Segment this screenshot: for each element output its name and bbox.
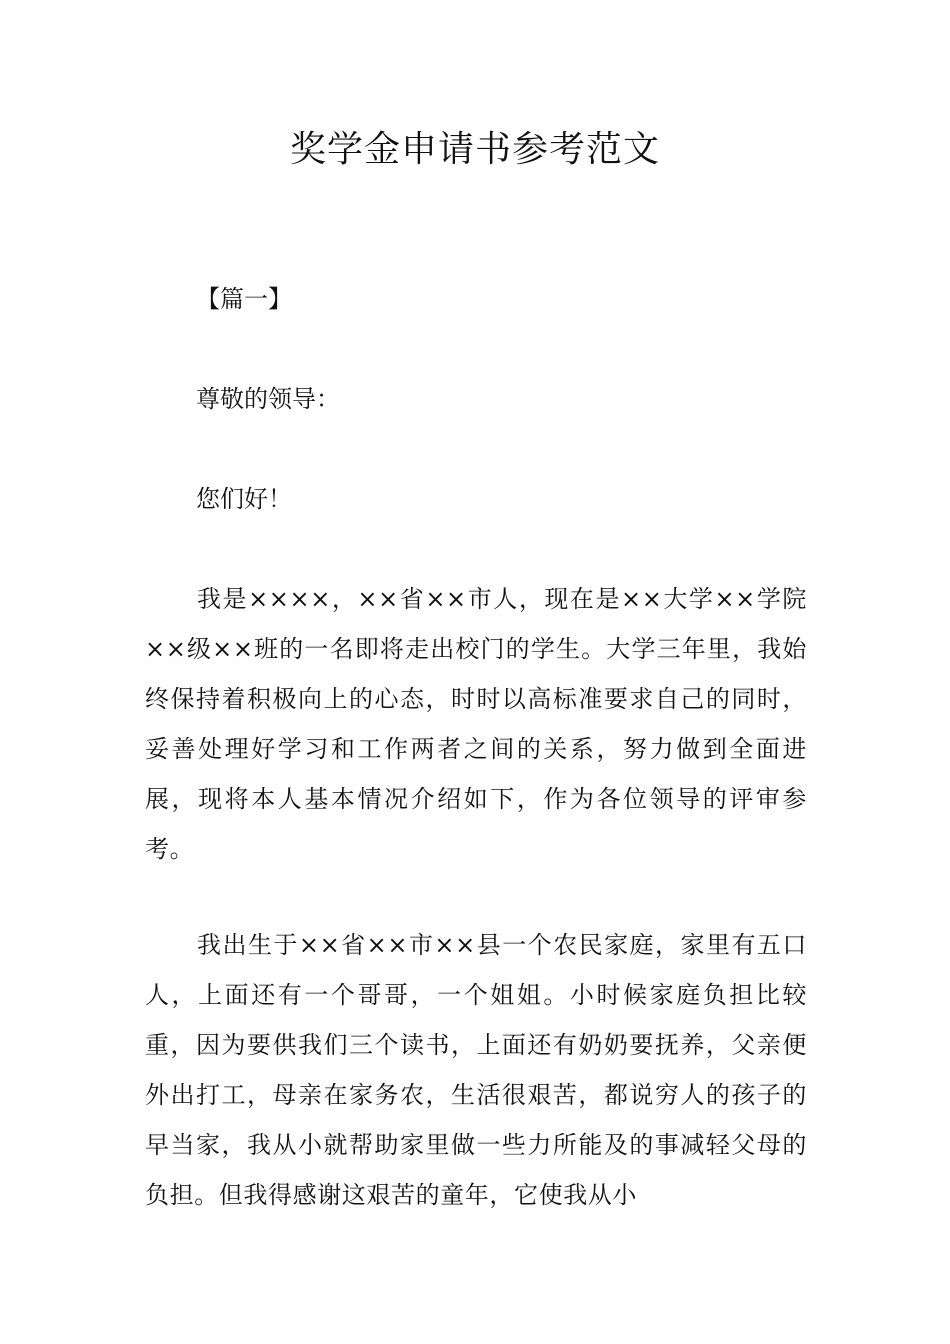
section-heading: 【篇一】 (196, 285, 292, 313)
salutation: 尊敬的领导： (196, 385, 340, 413)
body-paragraph: 我出生于××省××市××县一个农民家庭，家里有五口人，上面还有一个哥哥，一个姐姐。小时候家庭负担比较重，因为要供我们三个读书，上面还有奶奶要抚养，父亲便外出打工，母亲在家务农，生活很艰苦，都说穷人的孩子的早当家，我从小就帮助家里做一些力所能及的事减轻父母的负担。但我得感谢这艰苦的童年，它使我从小 (145, 931, 807, 1209)
greeting: 您们好！ (196, 485, 292, 513)
document-title: 奖学金申请书参考范文 (289, 129, 660, 170)
body-paragraph: 我是××××，××省××市人，现在是××大学××学院××级××班的一名即将走出校门的学生。大学三年里，我始终保持着积极向上的心态，时时以高标准要求自己的同时，妥善处理好学习和工作两者之间的关系，努力做到全面进展，现将本人基本情况介绍如下，作为各位领导的评审参考。 (145, 585, 807, 863)
